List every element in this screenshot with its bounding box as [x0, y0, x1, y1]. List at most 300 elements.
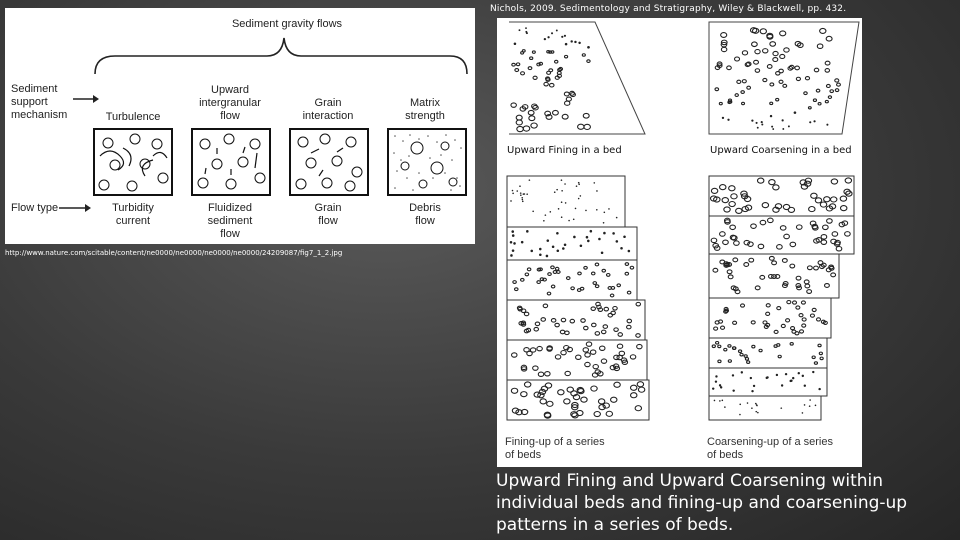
grain	[790, 242, 796, 246]
grain	[788, 125, 790, 127]
grain	[595, 263, 599, 266]
grain	[561, 318, 565, 322]
label-upward-coarsening: Upward Coarsening in a bed	[710, 145, 852, 156]
grain	[778, 355, 781, 358]
grain	[594, 411, 600, 416]
grain	[560, 330, 564, 334]
grain	[606, 411, 612, 416]
grain	[826, 84, 830, 87]
grain	[556, 189, 558, 191]
grain	[715, 380, 717, 382]
grain	[511, 103, 516, 107]
grain	[513, 242, 516, 245]
grain	[637, 382, 643, 387]
grain	[757, 412, 759, 414]
grain	[599, 405, 605, 410]
grain	[541, 386, 547, 391]
grain	[516, 115, 522, 120]
grain	[776, 72, 780, 75]
grain	[722, 198, 728, 203]
grain	[561, 216, 563, 218]
grain	[769, 180, 775, 185]
grain	[540, 399, 546, 404]
grain	[585, 210, 587, 212]
box-grain-flow	[290, 129, 368, 195]
coarsening-up-series	[709, 176, 854, 420]
grain	[820, 202, 826, 207]
grain	[587, 46, 590, 49]
grain	[751, 224, 757, 228]
grain	[814, 362, 817, 365]
grain	[777, 307, 781, 310]
grain	[564, 35, 566, 37]
grain	[755, 50, 760, 54]
grain	[722, 400, 724, 402]
grain	[529, 179, 531, 181]
grain	[751, 321, 755, 324]
grain	[596, 190, 598, 192]
grain	[721, 47, 726, 51]
grain	[548, 273, 552, 276]
grain	[564, 399, 570, 404]
grain	[603, 403, 609, 408]
grain	[608, 313, 612, 317]
grain	[512, 190, 514, 192]
grain	[782, 119, 784, 121]
grain	[561, 179, 563, 181]
grain	[722, 117, 724, 119]
grain	[737, 80, 741, 83]
bed-layer	[507, 176, 625, 227]
grain	[832, 232, 838, 236]
grain	[577, 289, 581, 292]
grain	[516, 190, 518, 192]
bed-layer	[709, 368, 827, 396]
grain	[719, 384, 721, 386]
grain	[570, 40, 572, 42]
grain	[733, 258, 738, 262]
grain	[811, 193, 817, 198]
grain	[630, 266, 634, 269]
grain	[828, 96, 831, 99]
grain	[798, 372, 800, 374]
grain	[818, 344, 821, 347]
grain	[592, 323, 596, 327]
bed-layer	[507, 300, 645, 340]
grain	[809, 207, 815, 212]
grain	[729, 186, 735, 191]
grain	[547, 401, 553, 406]
grain	[755, 411, 757, 413]
grain	[739, 404, 741, 406]
grain	[525, 273, 529, 276]
grain	[583, 113, 589, 118]
mechanism-turbulence: Turbulence	[105, 111, 161, 123]
grain	[711, 188, 717, 193]
grain	[512, 249, 515, 252]
brace-shape	[95, 38, 467, 74]
grain	[516, 120, 522, 125]
grain	[587, 60, 590, 63]
grain	[749, 258, 754, 262]
grain	[523, 193, 525, 195]
grain	[720, 185, 726, 190]
grain	[742, 102, 745, 104]
grain	[818, 261, 823, 265]
mechanism-matrix-strength: Matrix strength	[405, 97, 445, 122]
grain	[549, 83, 553, 87]
grain	[782, 128, 784, 130]
grain	[802, 318, 806, 321]
grain	[766, 377, 768, 379]
grain	[773, 58, 778, 62]
grain	[521, 278, 525, 281]
grain	[578, 124, 584, 129]
grain	[524, 312, 528, 316]
grain	[807, 266, 812, 270]
grain	[611, 287, 615, 290]
grain	[742, 80, 746, 83]
grain	[731, 194, 737, 199]
bed-grading-figure	[497, 18, 862, 467]
grain	[537, 346, 542, 350]
grain	[573, 218, 575, 220]
grain	[573, 236, 576, 239]
grain	[756, 404, 758, 406]
grain	[734, 241, 740, 245]
grain	[601, 251, 604, 254]
grain	[580, 244, 583, 247]
grain	[718, 360, 721, 363]
grain	[636, 302, 640, 306]
grain	[732, 389, 734, 391]
grain	[773, 51, 778, 55]
box-debris-flow	[388, 129, 466, 195]
grain	[608, 208, 610, 210]
grain	[525, 31, 527, 33]
grain	[574, 41, 576, 43]
grain	[519, 29, 521, 31]
grain	[530, 57, 533, 60]
grain	[747, 361, 750, 364]
grain	[567, 387, 573, 392]
grain	[756, 122, 758, 124]
grain	[556, 29, 558, 31]
grain	[780, 407, 782, 409]
grain	[637, 344, 642, 348]
grain	[545, 214, 547, 216]
grain	[561, 350, 566, 354]
grain	[730, 225, 736, 229]
grain	[581, 397, 587, 402]
grain	[565, 43, 568, 46]
grain	[727, 270, 732, 274]
support-mechanism-row-label	[11, 83, 67, 121]
grain	[613, 307, 617, 311]
grain	[551, 319, 555, 323]
grain	[620, 247, 623, 250]
grain	[761, 121, 763, 123]
grain	[585, 362, 590, 366]
label-upward-fining: Upward Fining in a bed	[507, 145, 622, 156]
grain	[532, 104, 537, 108]
grain	[777, 245, 783, 249]
svg-text:mechanism: mechanism	[11, 109, 68, 121]
grain	[818, 388, 820, 390]
grain	[521, 241, 524, 244]
grain	[520, 192, 522, 194]
grain	[752, 345, 755, 348]
grain	[558, 390, 564, 395]
grain	[535, 322, 539, 326]
grain	[517, 126, 524, 131]
grain	[627, 325, 631, 329]
grain	[800, 330, 804, 333]
grain	[720, 232, 726, 236]
grain	[532, 211, 534, 213]
grain	[780, 226, 786, 230]
grain	[757, 127, 759, 129]
grain	[830, 90, 834, 93]
grain	[776, 98, 779, 101]
grain	[565, 371, 570, 375]
grain	[724, 348, 727, 351]
grain	[549, 69, 553, 72]
grain	[636, 334, 640, 338]
grain	[741, 91, 745, 94]
grain	[603, 222, 605, 224]
grain	[595, 285, 599, 288]
grain	[603, 232, 606, 235]
grain	[741, 371, 743, 373]
grain	[556, 232, 559, 235]
grain	[566, 277, 570, 280]
grain	[724, 207, 730, 212]
grain	[635, 406, 641, 411]
grain	[735, 94, 738, 97]
grain	[804, 92, 807, 95]
gravity-figure-title: Sediment gravity flows	[231, 18, 343, 30]
grain	[553, 271, 557, 274]
grain	[799, 314, 803, 317]
grain	[773, 185, 779, 190]
grain	[719, 400, 721, 402]
grain	[539, 248, 542, 251]
grain	[738, 350, 741, 353]
grain	[787, 300, 791, 303]
grain	[813, 120, 815, 122]
grain	[584, 124, 590, 129]
grain	[591, 272, 595, 275]
grain	[541, 318, 545, 322]
grain	[528, 67, 532, 70]
grain	[561, 201, 563, 203]
grain	[606, 274, 610, 277]
grain	[752, 42, 758, 47]
grain	[802, 412, 804, 414]
grain	[742, 51, 747, 55]
grain	[526, 230, 529, 233]
grain	[763, 78, 767, 81]
grain	[739, 414, 741, 416]
grain	[762, 203, 768, 208]
grain	[591, 307, 595, 311]
citation-nature-url: http://www.nature.com/scitable/content/ne0000/ne0000/ne0000/ne0000/24209087/fig7_1_2.jpg	[5, 249, 343, 257]
grain	[795, 66, 800, 70]
grain	[527, 351, 532, 355]
grain	[557, 249, 560, 252]
grain	[576, 355, 581, 359]
box-fluidized	[192, 129, 270, 195]
grain	[612, 232, 615, 235]
grain	[781, 384, 783, 386]
grain	[527, 268, 531, 271]
grain	[595, 332, 599, 336]
grain	[543, 278, 547, 281]
grain	[521, 197, 523, 199]
label-coarsening-series: Coarsening-up of a series of beds	[707, 436, 833, 461]
grain	[580, 195, 582, 197]
grain	[770, 102, 773, 104]
grain	[551, 266, 555, 269]
grain	[603, 325, 607, 329]
grain	[809, 405, 811, 407]
grain	[763, 321, 767, 324]
grain	[520, 194, 522, 196]
grain	[571, 287, 575, 290]
grain	[785, 373, 787, 375]
grain	[713, 268, 718, 272]
grain	[584, 266, 588, 269]
grain	[819, 352, 822, 355]
grain	[840, 196, 846, 201]
fining-up-series	[507, 176, 649, 420]
grain	[628, 250, 631, 253]
grain	[835, 79, 839, 82]
grain	[816, 89, 820, 92]
grain	[611, 397, 617, 402]
grain	[793, 301, 797, 304]
grain	[565, 55, 568, 58]
grain	[544, 82, 548, 86]
grain	[522, 201, 524, 203]
grain	[802, 375, 804, 377]
grain	[521, 392, 527, 397]
grain	[719, 102, 722, 104]
grain	[581, 319, 585, 323]
grain	[757, 178, 763, 183]
grain	[790, 343, 793, 346]
grain	[825, 69, 829, 73]
grain	[779, 80, 783, 83]
grain	[593, 364, 598, 368]
grain	[784, 234, 790, 238]
grain	[570, 319, 574, 323]
grain	[555, 267, 559, 270]
grain	[550, 211, 552, 213]
mechanism-upward-flow: Upward intergranular flow	[199, 84, 261, 122]
grain	[561, 36, 563, 38]
grain	[522, 199, 524, 201]
slide-caption: Upward Fining and Upward Coarsening within individual beds and fining-up and coarsening-up patterns in a series of beds.	[496, 471, 908, 535]
grain	[598, 238, 601, 241]
grain	[796, 276, 801, 280]
grain	[741, 304, 745, 307]
grain	[824, 197, 830, 202]
grain	[511, 388, 517, 393]
grain	[769, 256, 774, 260]
grain	[728, 275, 733, 279]
grain	[754, 60, 759, 64]
grain	[744, 263, 749, 267]
grain	[562, 247, 565, 250]
grain	[766, 312, 770, 315]
grain	[802, 324, 806, 327]
grain	[510, 241, 513, 244]
grain	[809, 121, 811, 123]
grain	[532, 51, 535, 53]
grain	[727, 119, 729, 121]
grain	[780, 31, 786, 36]
grain	[533, 76, 537, 79]
grain	[551, 285, 555, 288]
grain	[794, 111, 797, 114]
grain	[804, 280, 809, 284]
grain	[758, 244, 764, 248]
grain	[815, 198, 821, 203]
bed-grading-diagram	[497, 18, 862, 467]
grain	[604, 211, 606, 213]
grain	[780, 54, 785, 58]
grain	[774, 330, 778, 333]
grain	[528, 110, 534, 115]
grain	[614, 328, 618, 332]
box-turbulence	[94, 129, 172, 195]
grain	[712, 345, 715, 348]
grain	[631, 393, 637, 398]
grain	[617, 355, 622, 359]
grain	[617, 344, 622, 348]
grain	[761, 123, 763, 125]
grain	[728, 345, 731, 348]
grain	[831, 179, 837, 184]
grain	[751, 407, 753, 409]
grain	[718, 345, 721, 348]
grain	[760, 220, 766, 224]
grain	[772, 261, 777, 265]
grain	[835, 89, 839, 92]
grain	[623, 235, 626, 238]
grain	[590, 350, 595, 354]
grain	[565, 202, 567, 204]
flow-type-row-label: Flow type	[11, 202, 59, 214]
grain	[814, 266, 819, 270]
grain	[555, 323, 559, 327]
grain	[804, 404, 806, 406]
grain	[813, 99, 816, 102]
grain	[538, 372, 543, 376]
grain	[782, 259, 787, 263]
grain	[575, 208, 577, 210]
grain	[770, 115, 772, 117]
grain	[601, 359, 606, 363]
grain	[796, 225, 802, 229]
grain	[825, 284, 830, 288]
grain	[545, 383, 551, 388]
grain	[836, 246, 842, 250]
grain	[616, 217, 618, 219]
grain	[770, 42, 776, 47]
